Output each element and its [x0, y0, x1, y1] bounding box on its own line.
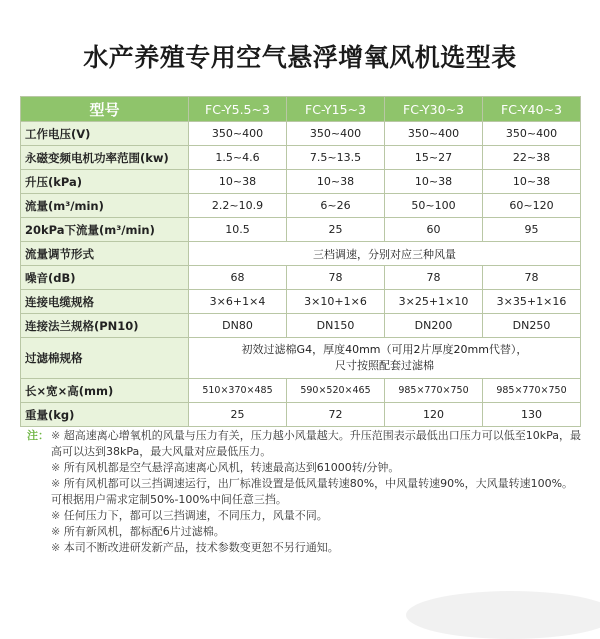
- note-item: [27, 460, 582, 476]
- table-cell: 350~400: [287, 122, 385, 146]
- table-row: [21, 146, 581, 170]
- row-label: 连接法兰规格(PN10): [21, 314, 189, 338]
- table-cell: 3×25+1×10: [385, 290, 483, 314]
- row-label: 升压(kPa): [21, 170, 189, 194]
- table-row: [21, 170, 581, 194]
- table-row: [21, 218, 581, 242]
- table-cell: 25: [189, 403, 287, 427]
- table-cell: 6~26: [287, 194, 385, 218]
- table-cell: 25: [287, 218, 385, 242]
- table-cell: 350~400: [385, 122, 483, 146]
- header-cell-fc-y30: FC-Y30~3: [385, 97, 483, 122]
- table-cell: 10~38: [385, 170, 483, 194]
- row-label: 长×宽×高(mm): [21, 379, 189, 403]
- table-row: [21, 338, 581, 379]
- row-label: 工作电压(V): [21, 122, 189, 146]
- table-cell: DN150: [287, 314, 385, 338]
- table-cell: 78: [483, 266, 581, 290]
- note-mark-icon: ※: [51, 509, 61, 522]
- note-mark-icon: ※: [51, 525, 61, 538]
- table-cell: 1.5~4.6: [189, 146, 287, 170]
- table-cell: 50~100: [385, 194, 483, 218]
- header-cell-fc-y40: FC-Y40~3: [483, 97, 581, 122]
- table-cell: 130: [483, 403, 581, 427]
- note-mark-icon: ※: [51, 429, 61, 442]
- note-text: 所有新风机，都标配6片过滤棉。: [63, 525, 225, 538]
- note-text: 超高速离心增氧机的风量与压力有关，压力越小风量越大。升压范围表示最低出口压力可以低至10kPa，最高可以达到38kPa，最大风量对应最低压力。: [51, 429, 581, 458]
- table-cell: 60~120: [483, 194, 581, 218]
- table-header-row: [21, 97, 581, 122]
- table-cell: 985×770×750: [483, 379, 581, 403]
- table-row: [21, 403, 581, 427]
- table-row: [21, 266, 581, 290]
- table-row: [21, 122, 581, 146]
- table-cell: 3×35+1×16: [483, 290, 581, 314]
- table-cell: DN200: [385, 314, 483, 338]
- merged-cell: [189, 338, 581, 379]
- decorative-shape: [406, 591, 600, 639]
- note-item: [27, 508, 582, 524]
- table-cell: 78: [385, 266, 483, 290]
- header-cell-fc-y15: FC-Y15~3: [287, 97, 385, 122]
- table-cell: 10~38: [189, 170, 287, 194]
- note-text: 所有风机都可以三挡调速运行，出厂标准设置是低风量转速80%，中风量转速90%，大风量转速100%。可根据用户需求定制50%-100%中间任意三挡。: [51, 477, 574, 506]
- note-item: [27, 428, 582, 460]
- row-label: 流量(m³/min): [21, 194, 189, 218]
- header-cell-model: 型号: [21, 97, 189, 122]
- note-item: [27, 476, 582, 508]
- row-label: 流量调节形式: [21, 242, 189, 266]
- table-cell: 68: [189, 266, 287, 290]
- row-label: 连接电缆规格: [21, 290, 189, 314]
- note-mark-icon: ※: [51, 461, 61, 474]
- note-text: 所有风机都是空气悬浮高速离心风机，转速最高达到61000转/分钟。: [63, 461, 400, 474]
- table-cell: 350~400: [189, 122, 287, 146]
- row-label: 过滤棉规格: [21, 338, 189, 379]
- note-mark-icon: ※: [51, 541, 61, 554]
- table-row: [21, 290, 581, 314]
- notes-prefix: 注：: [27, 429, 49, 442]
- table-cell: 985×770×750: [385, 379, 483, 403]
- table-cell: 72: [287, 403, 385, 427]
- table-row: [21, 194, 581, 218]
- note-item: [27, 524, 582, 540]
- merged-cell-line: 尺寸按照配套过滤棉: [335, 359, 434, 372]
- table-cell: 350~400: [483, 122, 581, 146]
- table-cell: 510×370×485: [189, 379, 287, 403]
- table-cell: DN80: [189, 314, 287, 338]
- table-cell: 15~27: [385, 146, 483, 170]
- merged-cell: 三档调速，分别对应三种风量: [189, 242, 581, 266]
- table-cell: DN250: [483, 314, 581, 338]
- note-text: 任何压力下，都可以三挡调速，不同压力，风量不同。: [63, 509, 328, 522]
- page-title: 水产养殖专用空气悬浮增氧风机选型表: [83, 43, 517, 72]
- table-row: [21, 379, 581, 403]
- table-cell: 120: [385, 403, 483, 427]
- table-cell: 590×520×465: [287, 379, 385, 403]
- table-cell: 3×10+1×6: [287, 290, 385, 314]
- table-cell: 10~38: [483, 170, 581, 194]
- table-cell: 10~38: [287, 170, 385, 194]
- spec-table: [20, 96, 581, 427]
- table-cell: 3×6+1×4: [189, 290, 287, 314]
- row-label: 噪音(dB): [21, 266, 189, 290]
- table-row: [21, 242, 581, 266]
- table-cell: 95: [483, 218, 581, 242]
- note-mark-icon: ※: [51, 477, 61, 490]
- table-cell: 10.5: [189, 218, 287, 242]
- table-cell: 60: [385, 218, 483, 242]
- merged-cell-line: 初效过滤棉G4，厚度40mm（可用2片厚度20mm代替），: [241, 343, 528, 356]
- row-label: 永磁变频电机功率范围(kw): [21, 146, 189, 170]
- table-cell: 7.5~13.5: [287, 146, 385, 170]
- table-cell: 78: [287, 266, 385, 290]
- header-cell-fc-y5-5: FC-Y5.5~3: [189, 97, 287, 122]
- table-row: [21, 314, 581, 338]
- notes: [27, 428, 582, 556]
- note-item: [27, 540, 582, 556]
- row-label: 重量(kg): [21, 403, 189, 427]
- table-cell: 22~38: [483, 146, 581, 170]
- note-text: 本司不断改进研发新产品，技术参数变更恕不另行通知。: [63, 541, 339, 554]
- table-cell: 2.2~10.9: [189, 194, 287, 218]
- row-label: 20kPa下流量(m³/min): [21, 218, 189, 242]
